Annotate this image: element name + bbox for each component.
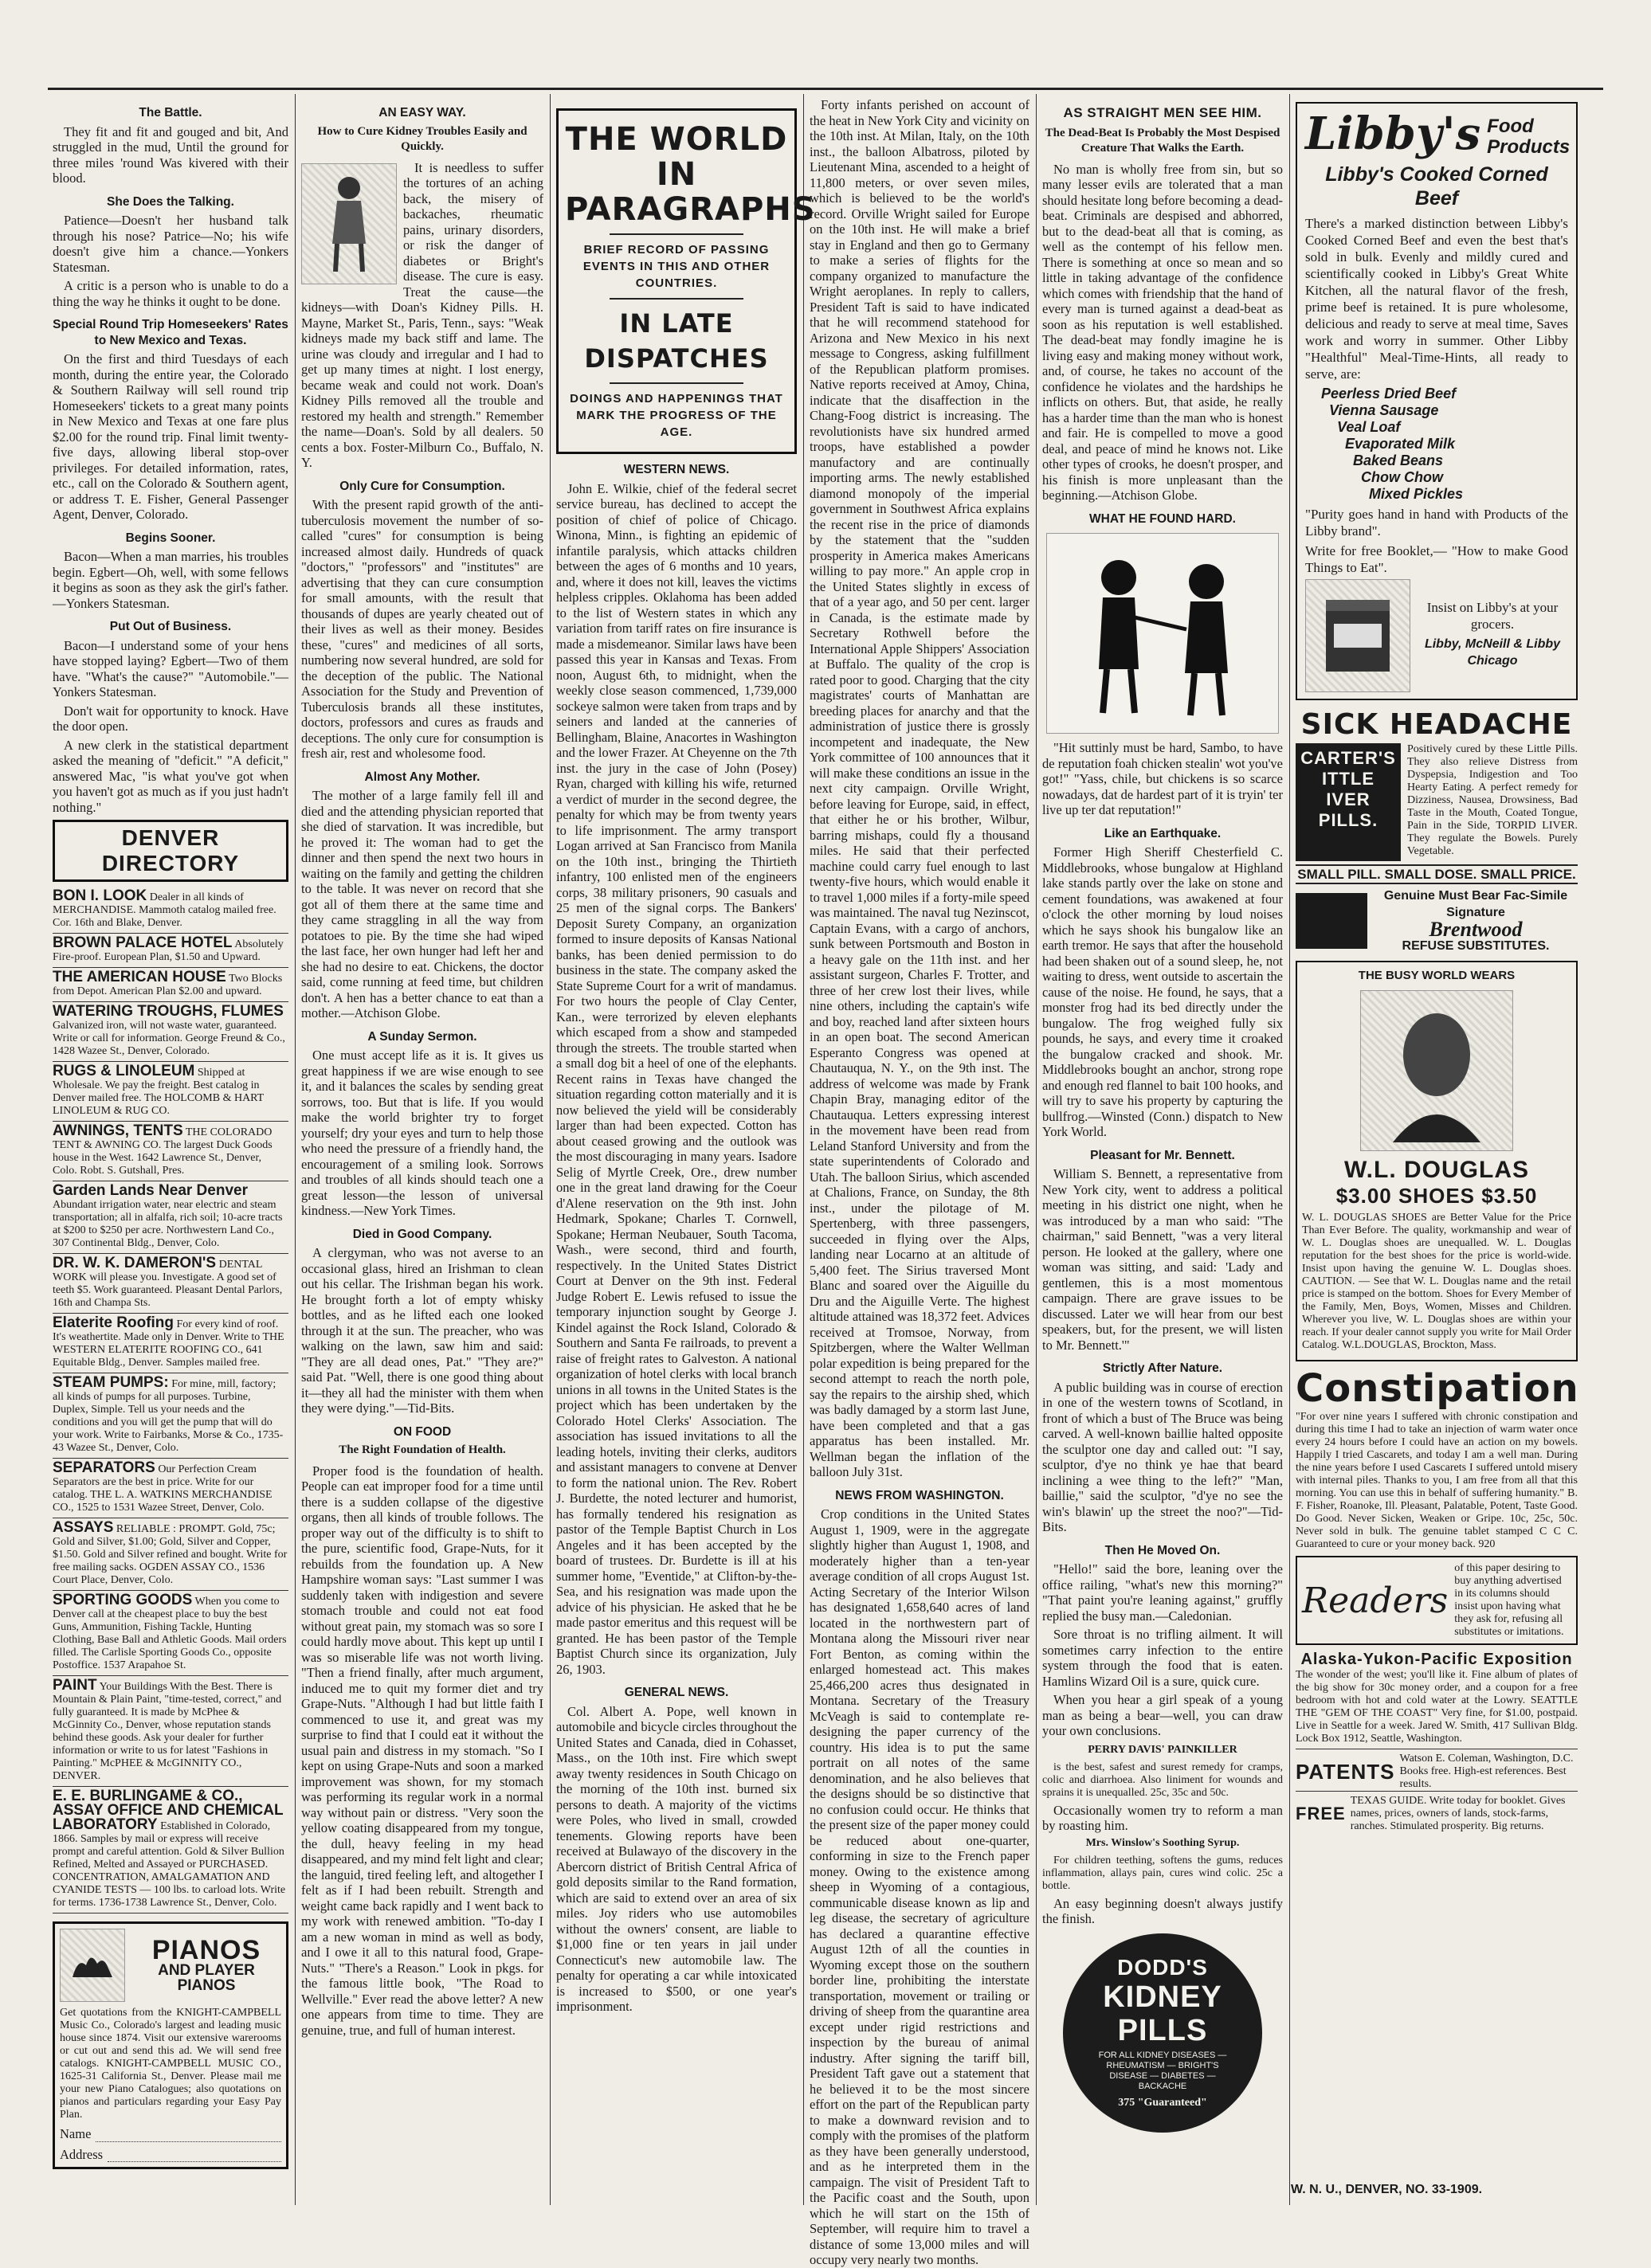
directory-entry: [53, 1787, 288, 1914]
pianos-ad: [53, 1921, 288, 2169]
pianos-title: PIANOS: [151, 1934, 261, 1965]
column-4: [810, 97, 1029, 2267]
moved-title: Then He Moved On.: [1104, 1543, 1221, 1557]
news-text: Forty infants perished on account of the heat in New York City and vicinity on the 10th inst. At Milan, Italy, on the 10th inst., the balloon Albatross, piloted by Lieutenant Mina, ascended to a height of 11,800 meters, or over seven miles, which is believed to be the world's record. Orville Wright sailed for Europe on the 10th inst. He will make a brief stay in England and then go to Germany to make a series of flights for the company organized to manufacture the Wright aeroplanes. In reply to callers, President Taft is said to have indicated that he will recommend statehood for Arizona and New Mexico in his next message to Congress, asking fulfillment of the Republican platform promises. Native reports received at Amoy, China, indicate that the disaffection in the Chang-Foog district is increasing. The revolutionists have six hundred armed troops, have established a powder manufactory and are continually importing arms. The newly established diamond monopoly of the imperial government in Southwest Africa explains the recent rise in the price of diamonds by the statement that the "sudden prosperity in America makes Americans willing to pay more." An apple crop in the United States slightly in excess of that of a year ago, and 50 per cent. larger in Canada, is the estimate made by Secretary Rothwell before the International Apple Shippers' Association at Buffalo. The quality of the crop is rated poor to good. Charging that the city magistrates' courts of Manhattan are breeding places for anarchy and that the administration of justice there is grossly incompetent and inadequate, the New York committee of 100 announces that it will make these conditions an issue in the next city campaign. Orville Wright, before leaving for Europe, said, in effect, that either he or his brother, Wilbur, barring mishaps, could fly a thousand miles. He said that their perfected machine could carry fuel enough to last twenty-five hours, which would enable it to travel 1,000 miles if a forty-mile speed was maintained. The naval tug Nezinscot, Captain Evans, with a cargo of anchors, sunk between Portsmouth and Boston in a heavy gale on the 11th inst. and her assistant surgeon, Charles F. Trotter, and three of her crew lost their lives, while nine others, including the captain's wife and boy, reached land after sixteen hours in an open boat. The second American Esperanto Congress was opened at Chautauqua, N. Y., on the 9th inst. The address of welcome was made by Frank Chapin Bray, managing editor of the Chautauqua. Letters expressing interest in the movement have been read from Leland Stanford University and from the state superintendents of Colorado and Utah. The balloon Sirius, which ascended at Chalions, France, on Sunday, the 8th inst., under the pilotage of M. Spertenberg, with three passengers, succeeded in flying over the Alps, landing near Locarno at an altitude of 5,400 feet. The Sirius traversed Mont Blanc and soared over the Aiguille du Dru and the Aiguille Verte. The highest altitude attained was 18,372 feet. Advices received at Tromsoe, Norway, from Spitzbergen, where the Walter Wellman polar expedition is being prepared for the second attempt to reach the north pole, say the repairs to the airship shed, which was badly damaged by a storm last June, have been completed and that a gas apparatus has been installed. Mr. Wellman began the inflation of the balloon July 31st.: [810, 97, 1029, 1479]
directory-entry-text: Two Blocks from Depot. American Plan $2.00 and upward.: [53, 973, 283, 997]
sermon-text: One must accept life as it is. It gives us great happiness if we are wise enough to see it, and it balances the scales by sending great sorrows, too. But that is life. If you would make the world brighter try to forget yourself; dry your eyes and turn to help those who need the pressure of a friendly hand, the encouragement of a smiling look. Sorrows and troubles of all kinds should teach one a great lesson—the lesson of universal kindness.—New York Times.: [301, 1048, 543, 1218]
patents-title: PATENTS: [1296, 1760, 1395, 1784]
const-text: "For over nine years I suffered with chronic constipation and during this time I had to take an injection of warm water once every 24 hours before I could have an action on my bowels. Happily I tried Cascarets, and today I am a well man. During the nine years before I used Cascarets I suffered untold misery with internal piles. Thanks to you, I am free from all that this morning. You can use this in behalf of suffering humanity." B. F. Fisher, Roanoke, Ill. Pleasant, Palatable, Potent, Taste Good. Do Good. Never Sicken, Weaken or Gripe. 10c, 25c, 50c. Never sold in bulk. The genuine tablet stamped C C C. Guaranteed to cure or your money back. 920: [1296, 1411, 1578, 1550]
top-rule: [48, 88, 1603, 90]
divider: [610, 233, 743, 235]
douglas-ad: [1296, 961, 1578, 1361]
directory-entry: [53, 1254, 288, 1314]
dodds-bot: PILLS: [1117, 2013, 1208, 2047]
hard-title: WHAT HE FOUND HARD.: [1089, 511, 1236, 526]
business-text: Bacon—I understand some of your hens have stopped laying? Egbert—Two of them have. "What's the cause?" "Automobile."—Yonkers Statesman.: [53, 637, 288, 699]
directory-title: DENVER DIRECTORY: [101, 825, 240, 875]
directory-entry-name: DR. W. K. DAMERON'S: [53, 1255, 217, 1271]
directory-entry-name: PAINT: [53, 1677, 97, 1694]
sooner-title: Begins Sooner.: [125, 531, 216, 545]
directory-entry: [53, 1591, 288, 1676]
libby-quote: "Purity goes hand in hand with Products of the Libby brand".: [1305, 507, 1568, 539]
food-sub: The Right Foundation of Health.: [339, 1443, 506, 1456]
libby-company: Libby, McNeill & Libby Chicago: [1424, 637, 1561, 668]
directory-entry-text: Shipped at Wholesale. We pay the freight. Best catalog in Denver mailed free. The HOLCOMB & HART LINOLEUM & RUG CO.: [53, 1067, 264, 1117]
carters-refuse: REFUSE SUBSTITUTES.: [1402, 939, 1550, 953]
libby-item: Baked Beans: [1353, 452, 1444, 468]
general-title: GENERAL NEWS.: [624, 1686, 729, 1699]
pianos-name-field[interactable]: [96, 2126, 281, 2142]
directory-entry-text: THE COLORADO TENT & AWNING CO. The largest Duck Goods house in the West. 1642 Lawrence St., Denver, Colo. Robt. S. Gutshall, Pres.: [53, 1126, 273, 1177]
directory-entry-text: For every kind of roof. It's weathertite. Made only in Denver. Write to THE WESTERN ELATERITE ROOFING CO., 641 Equitable Bldg., Denver. Samples mailed free.: [53, 1318, 284, 1369]
easy-text: It is needless to suffer the tortures of an aching back, the misery of backaches, rheumatic pains, urinary disorders, or risk the danger of diabetes or Bright's disease. The cure is easy. Treat the cause—the kidneys—with Doan's Kidney Pills. H. Mayne, Market St., Paris, Tenn., says: "Weak kidneys made my back stiff and lame. The urine was cloudy and irregular and I had to get up many times at night. I lost energy, became weak and could not work. Doan's Kidney Pills removed all the trouble and restored my health and strength." Remember the name—Doan's. Sold by all dealers. 50 cents a box. Foster-Milburn Co., Buffalo, N. Y.: [301, 159, 543, 470]
world-header-box: [556, 108, 816, 454]
carters-genuine: Genuine Must Bear Fac-Simile Signature: [1383, 889, 1568, 919]
directory-entry-text: Established in Colorado, 1866. Samples by mail or express will receive prompt and careful attention. Gold & Silver Bullion Refined, Melted and Assayed or PURCHASED. CONCENTRATION, AMALGAMATION AND CYANIDE TESTS — 100 lbs. to carload lots. Write for terms. 1736-1738 Lawrence St., Denver, Colo.: [53, 1820, 286, 1909]
carters-small: SMALL PILL. SMALL DOSE. SMALL PRICE.: [1296, 864, 1578, 884]
carters-signature: Brentwood: [1429, 918, 1523, 941]
company-text: A clergyman, who was not averse to an occasional glass, hired an Irishman to clean out his cellar. The Irishman began his work. He brought forth a lot of empty whisky bottles, and as he lifted each one looked through it at the sun. The preacher, who was walking on the lawn, saw him and said: "They are all dead ones, Pat." "They are?" said Pat. "Well, there is one good thing about it—they all had the minister with them when they were dying."—Tid-Bits.: [301, 1245, 543, 1416]
pianos-name-row: [60, 2126, 281, 2142]
dodds-mid: KIDNEY: [1103, 1980, 1222, 2014]
column-6: [1296, 97, 1578, 2200]
business-title: Put Out of Business.: [109, 620, 232, 633]
douglas-name: W.L. DOUGLAS: [1344, 1157, 1529, 1183]
trip-title: Special Round Trip Homeseekers' Rates to New Mexico and Texas.: [53, 318, 288, 347]
pianos-text: Get quotations from the KNIGHT-CAMPBELL Music Co., Colorado's largest and leading music house since 1874. Visit our extensive warerooms or cut out and send this ad. We will send free catalogs. KNIGHT-CAMPBELL MUSIC CO., 1625-31 California St., Denver. Please mail me your new Piano Catalogues; also quotations on pianos and particulars regarding your Easy Pay Plan.: [60, 2007, 281, 2121]
footer: W. N. U., DENVER, NO. 33-1909.: [1291, 2183, 1483, 2196]
late-sub: DOINGS AND HAPPENINGS THAT MARK THE PROGRESS OF THE AGE.: [570, 392, 783, 439]
column-rule: [295, 94, 296, 2205]
free-title: FREE: [1296, 1804, 1346, 1823]
libby-items: [1321, 386, 1568, 503]
libby-food: Food Products: [1487, 116, 1571, 158]
libby-item: Veal Loaf: [1337, 419, 1401, 435]
world-sub: BRIEF RECORD OF PASSING EVENTS IN THIS AND OTHER COUNTRIES.: [582, 243, 771, 290]
directory-entry: [53, 1459, 288, 1518]
directory-entry-name: AWNINGS, TENTS: [53, 1122, 183, 1139]
directory-entry-text: Your Buildings With the Best. There is Mountain & Plain Paint, "time-tested, correct," and fully guaranteed. It is made by McPhee & McGinnity Co., Denver, whose reputation stands behind these goods. Ask your dealer for further information or write to us for latest "Fashions in Painting." McPHEE & McGINNITY CO., DENVER.: [53, 1681, 282, 1782]
straight-title: AS STRAIGHT MEN SEE HIM.: [1063, 105, 1262, 120]
straight-sub: The Dead-Beat Is Probably the Most Despised Creature That Walks the Earth.: [1045, 126, 1280, 155]
carters-brand: CARTER'S ITTLE IVER PILLS.: [1300, 748, 1396, 830]
column-5: [1042, 97, 1283, 2200]
nature-text: A public building was in course of erection in one of the western towns of Scotland, in front of which a bust of The Bruce was being carved. A well-known baillie halted opposite the sculptor one day and called out: "I say, sculptor, d'ye no think ye hae that beard inclining a wee thing to the left?" "Man, baillie," said the sculptor, "d'ye no see the win's blawin' up the street the noo?"—Tid-Bits.: [1042, 1379, 1283, 1534]
column-2: [301, 97, 543, 2200]
hard-text: "Hit suttinly must be hard, Sambo, to have de reputation foah chicken stealin' wot you've got!" "Yass, chile, but chickens is so scarce nowadays, dat de hardest part of it is tryin' ter live up ter dat reputation!": [1042, 740, 1283, 817]
dodds-top: DODD'S: [1117, 1954, 1208, 1980]
directory-entry-text: Dealer in all kinds of MERCHANDISE. Mammoth catalog mailed free. Cor. 16th and Blake, Denver.: [53, 891, 276, 929]
directory-entry-text: For mine, mill, factory; all kinds of pumps for all purposes. Turbine, Duplex, Simple. Tell us your needs and the conditions and you will get the pump that will do your work. Write to Fairbanks, Morse & Co., 1735-43 Wazee St., Denver, Colo.: [53, 1378, 284, 1454]
western-text: John E. Wilkie, chief of the federal secret service bureau, has declined to accept the position of chief of police of Chicago. Winona, Minn., is fighting an epidemic of infantile paralysis, which attacks children between the ages of 6 months and 10 years, and, where it does not kill, leaves the victims helpless cripples. Oklahoma has been added to the list of Western states in which any variation from tariff rates on fire insurance is made a misdemeanor. Similar laws have been passed this year in Kansas and Texas. From noon, August 6th, to midnight, when the weekly close season commenced, 1,739,000 sockeye salmon were taken from traps and by seiners and landed at the canneries of Bellingham, Blaine, Anacortes in Washington and the lower Frazer. At Cheyenne on the 7th inst. the jury in the case of John (Posey) Ryan, charged with killing his wife, returned a verdict of murder in the second degree, the penalty for which may be from twenty years to life imprisonment. The army transport Logan arrived at San Francisco from Manila on the 10th inst., bringing the Thirtieth infantry, 100 enlisted men of the engineers corps, 38 military prisoners, 90 casuals and 25 men of the signal corps. The Bankers' Deposit Surety Company, an organization formed to insure deposits of Kansas National banks, has been denied permission to do business in the state. The company asked the State Supreme Court for a writ of mandamus. For two hours the people of Clay Center, Kan., were terrorized by eleven elephants which escaped from a show and stampeded through the streets. The trouble started when a small dog bit a heel of one of the elephants. Recent rains in Texas have changed the situation regarding cotton materially and it is now believed the yield will be considerably larger than had been expected. Cotton has about ceased growing and the outlook was the most discouraging in many years. Isadore Selig of Myrtle Creek, Ore., drew number one in the great land drawing for the Coeur d'Alene reservation on the 9th inst. John Hedmark, Spokane; Charles T. Cornwell, Spokane; Herman Neubauer, South Tacoma, Wash., were second, third and fourth, respectively. In the United States District Court at Denver on the 9th inst. Federal Judge Robert E. Lewis refused to issue the temporary injunction sought by George J. Kindel against the Rock Island, Colorado & Southern and Santa Fe railroads, to prevent a raise of freight rates to Galveston. A national organization of hotel clerks with local branch unions in all towns in the United States is the project which has been undertaken by the Colorado Hotel Clerks' Association. The association has issued invitations to all the leading hotels, inviting their clerks, auditors and assistant managers to convene at Denver to form the national union. The Rev. Robert J. Burdette, the noted lecturer and humorist, has formally tendered his resignation as pastor of the Temple Baptist Church in Los Angeles and it has been accepted by the board of trustees. Dr. Burdette is ill at his summer home, "Eventide," at Clifton-by-the-Sea, and his resignation was made upon the advice of his physician. He asked that he be made pastor emeritus and this request will be granted. He has been pastor of the Temple Baptist Church since its organization, July 26, 1903.: [556, 480, 797, 1677]
column-1: [53, 97, 288, 2200]
roasting-text: Occasionally women try to reform a man by roasting him.: [1042, 1802, 1283, 1833]
directory-entry: [53, 1518, 288, 1591]
column-3: [556, 97, 816, 2200]
alaska-text: The wonder of the west; you'll like it. Fine album of plates of the big show for 30c money order, and a coupon for a free bedroom with hot and cold water at the Lowry. SEATTLE THE "GEM OF THE COAST" Very fine, for $1.00, postpaid. Live in Seattle for a week. Jared W. Smith, 417 Sullivan Bldg. Lock Box 1912, Seattle, Washington.: [1296, 1669, 1578, 1745]
directory-entry-text: Galvanized iron, will not waste water, guaranteed. Write or call for information. George Freund & Co., 1428 Wazee St., Denver, Colorado.: [53, 1020, 285, 1057]
libby-insist: Insist on Libby's at your grocers.: [1426, 600, 1559, 632]
trip-text: On the first and third Tuesdays of each month, during the entire year, the Colorado & Southern Railway will sell round trip Homeseekers' tickets to a great many points in New Mexico and Texas at one fare plus $2.00 for the round trip. Final limit twenty-five days, allowing liberal stop-over privileges. For detailed information, rates, etc., call on the Colorado & Southern agent, or address T. E. Fisher, General Passenger Agent, Denver, Colorado.: [53, 351, 288, 522]
pianos-address-field[interactable]: [108, 2147, 281, 2163]
bennett-text: William S. Bennett, a representative from New York city, went to address a political meeting in his district one night, when he was introduced by a man who said: "The chairman," said Bennett, "was a very literal person. He looked at the gallery, where one woman was sitting, and said: 'Lady and gentlemen, this is a most momentous campaign. There are grave issues to be discussed. Later we will hear from our best speakers, but, for the present, we will listen to Mr. Bennett.'": [1042, 1166, 1283, 1353]
painkiller-text: is the best, safest and surest remedy for cramps, colic and diarrhoea. Also liniment for wounds and sprains it is unequalled. 25c, 35c and 50c.: [1042, 1761, 1283, 1799]
washington-text: Crop conditions in the United States August 1, 1909, were in the aggregate slightly higher than August 1, 1908, and moderately higher than a ten-year average condition of all crops August 1st. Acting Secretary of the Interior Wilson has designated 1,658,640 acres of land located in the northwestern part of Montana along the Missouri river near Fort Benton, as coming within the enlarged homestead act. This makes 25,466,200 acres thus designated in Montana. Secretary of the Treasury McVeagh is said to contemplate re-designing the paper currency of the country. His idea is to put the same portrait on all notes of the same denomination, and he also believes that the designs should be so distinctive that no confusion could occur. He thinks that the present size of the paper money could be reduced about one-quarter, conforming in size to the French paper money. Owing to the existence among sheep in Wyoming of a contagious, communicable disease known as lip and leg disease, the secretary of agriculture has declared a quarantine effective August 12th of all the counties in Wyoming except those on the southern border line, prohibiting the interstate transportation, movement or trailing or driving of sheep from the quarantine area except under rigid restrictions and inspection by the bureau of animal industry. After signing the tariff bill, President Taft gave out a statement that he believed it to be the most sincere effort on the part of the Republican party to make a downward revision and to comply with the promises of the platform as they have been generally understood, and as he interpreted them in the campaign. The visit of President Taft to the Pacific coast and the South, upon which he will start on the 15th of September, will require him to travel a distance of some 13,000 miles and will occupy very nearly two months.: [810, 1506, 1029, 2267]
carters-logo-small: [1296, 893, 1367, 949]
directory-entry: [53, 887, 288, 934]
food-title: ON FOOD: [393, 1424, 452, 1439]
libby-brand: Libby's: [1305, 108, 1481, 160]
alaska-title: Alaska-Yukon-Pacific Exposition: [1300, 1651, 1573, 1668]
directory-entry-name: Garden Lands Near Denver: [53, 1182, 248, 1199]
libby-item: Evaporated Milk: [1345, 436, 1456, 452]
food-text: Proper food is the foundation of health. People can eat improper food for a time until there is a sudden collapse of the digestive organs, then all kinds of trouble follows. The proper way out of the difficulty is to shift to the pure, scientific food, Grape-Nuts, for it rebuilds from the foundation up. A New Hampshire woman says: "Last summer I was suddenly taken with indigestion and severe stomach trouble and could not eat food without great pain, my stomach was so sore I could hardly move about. This kept up until I was so miserable life was not worth living. "Then a friend finally, after much argument, induced me to quit my former diet and try Grape-Nuts. "Although I had but little faith I commenced to use it, and great was my surprise to find that I could eat it without the usual pain and distress in my stomach. "So I kept on using Grape-Nuts and soon a marked improvement was shown, for my stomach was performing its regular work in a normal way without pain or distress. "Very soon the yellow coating disappeared from my tongue, the dull, heavy feeling in my head disappeared, and my mind felt light and clear; the languid, tired feeling left, and altogether I felt as if I had been rebuilt. Strength and weight came back rapidly and I went back to my work with renewed ambition. "To-day I am a new woman in mind as well as body, and I owe it all to this natural food, Grape-Nuts." "There's a Reason." Look in pkgs. for the famous little book, "The Road to Wellville." Ever read the above letter? A new one appears from time to time. They are genuine, true, and full of human interest.: [301, 1463, 543, 2038]
world-title: THE WORLD IN PARAGRAPHS: [565, 121, 816, 228]
libby-corned: Libby's Cooked Corned Beef: [1325, 163, 1548, 210]
libby-item: Vienna Sausage: [1329, 402, 1439, 418]
directory-entry-text: When you come to Denver call at the cheapest place to buy the best Guns, Ammunition, Fishing Tackle, Hunting Clothing, Base Ball and Athletic Goods. Mail orders filled. The Carlisle Sporting Goods Co., opposite Postoffice. 1537 Arapahoe St.: [53, 1596, 287, 1671]
directory-entry-name: STEAM PUMPS:: [53, 1374, 169, 1391]
directory-header: [53, 820, 288, 882]
bennett-title: Pleasant for Mr. Bennett.: [1090, 1148, 1235, 1162]
late-title: IN LATE DISPATCHES: [584, 308, 769, 374]
moved-text: "Hello!" said the bore, leaning over the office railing, "what's new this morning?" "That paint you're leaning against," gruffly replied the busy man.—Caledonian.: [1042, 1561, 1283, 1624]
const-title: Constipation: [1296, 1366, 1579, 1411]
readers-ad: [1296, 1556, 1578, 1645]
throat-text: Sore throat is no trifling ailment. It will sometimes carry infection to the entire system through the food that is eaten. Hamlins Wizard Oil is a sure, quick cure.: [1042, 1627, 1283, 1689]
douglas-text: W. L. DOUGLAS SHOES are Better Value for the Price Than Ever Before. The quality, workmanship and wear of W. L. Douglas shoes are unequalled. W. L. Douglas reputation for the best shoes for the price is world-wide. Insist upon having the genuine W. L. Douglas shoes. CAUTION. — See that W. L. Douglas name and the retail price is stamped on the bottom. Shoes for Every Member of the Family, Men, Boys, Women, Misses and Children. Wherever you live, W. L. Douglas shoes are within your reach. If your dealer cannot supply you write for Mail Order Catalog. W.L.DOUGLAS, Brockton, Mass.: [1302, 1212, 1571, 1351]
carters-ad: [1296, 743, 1578, 861]
directory-list: [53, 887, 288, 1914]
directory-entry: [53, 1062, 288, 1122]
sooner-text: Bacon—When a man marries, his troubles begin. Egbert—Oh, well, with some fellows it begins as soon as they ask the girl's father.—Yonkers Statesman.: [53, 549, 288, 611]
backache-illustration: [301, 163, 397, 284]
camel-logo-icon: [60, 1929, 125, 2002]
battle-text: They fit and fit and gouged and bit, And struggled in the mud, Until the ground for three miles 'round Was kivered with their blood.: [53, 123, 288, 186]
directory-entry-text: RELIABLE : PROMPT. Gold, 75c; Gold and Silver, $1.00; Gold, Silver and Copper, $1.50. Gold and Silver refined and bought. Write for free mailing sacks. OGDEN ASSAY CO., 1536 Court Place, Denver, Colo.: [53, 1523, 288, 1586]
column-rule: [1036, 94, 1037, 2205]
sermon-title: A Sunday Sermon.: [367, 1029, 477, 1044]
libby-item: Peerless Dried Beef: [1321, 386, 1457, 402]
beginning-text: An easy beginning doesn't always justify the finish.: [1042, 1895, 1283, 1926]
dodds-pillbox: [1063, 1933, 1262, 2133]
directory-entry-name: SPORTING GOODS: [53, 1592, 193, 1608]
directory-entry: [53, 1676, 288, 1787]
western-title: WESTERN NEWS.: [623, 463, 730, 476]
washington-title: NEWS FROM WASHINGTON.: [835, 1488, 1004, 1502]
douglas-portrait: [1360, 990, 1513, 1151]
winslow-title: Mrs. Winslow's Soothing Syrup.: [1085, 1836, 1240, 1849]
column-rule: [803, 94, 804, 2205]
divider: [610, 382, 743, 384]
directory-entry-name: THE AMERICAN HOUSE: [53, 969, 226, 985]
conclusions-text: When you hear a girl speak of a young man as being a bear—well, you can draw your own conclusions.: [1042, 1692, 1283, 1738]
easy-sub: How to Cure Kidney Troubles Easily and Quickly.: [317, 124, 527, 153]
free-text: TEXAS GUIDE. Write today for booklet. Gives names, prices, owners of lands, stock-farms, ranches. Stimulated prosperity. Big returns.: [1350, 1795, 1566, 1832]
libby-item: Chow Chow: [1361, 469, 1443, 485]
carters-logo: [1296, 743, 1401, 861]
directory-entry-name: BON I. LOOK: [53, 887, 147, 904]
directory-entry: [53, 968, 288, 1002]
directory-entry-text: DENTAL WORK will please you. Investigate. A good set of teeth $5. Work guaranteed. Pleasant Dental Parlors, 16th and Champa Sts.: [53, 1259, 283, 1309]
douglas-price: $3.00 SHOES $3.50: [1335, 1184, 1538, 1208]
nature-title: Strictly After Nature.: [1102, 1361, 1223, 1375]
pianos-address-label: Address: [60, 2146, 104, 2162]
carters-text: Positively cured by these Little Pills. They also relieve Distress from Dyspepsia, Indigestion and Too Hearty Eating. A perfect remedy for Dizziness, Nausea, Drowsiness, Bad Taste in the Mouth, Coated Tongue, Pain in the Side, TORPID LIVER. They regulate the Bowels. Purely Vegetable.: [1407, 743, 1578, 857]
directory-entry-name: ASSAYS: [53, 1519, 114, 1536]
directory-entry-name: Elaterite Roofing: [53, 1314, 175, 1331]
directory-entry: [53, 1002, 288, 1062]
talking-title: She Does the Talking.: [107, 194, 234, 209]
directory-entry-name: BROWN PALACE HOTEL: [53, 934, 233, 951]
column-rule: [1289, 94, 1290, 2205]
column-rule: [550, 94, 551, 2205]
libby-booklet: Write for free Booklet,— "How to make Good Things to Eat".: [1305, 543, 1568, 575]
knock-text: Don't wait for opportunity to knock. Have the door open.: [53, 703, 288, 734]
directory-entry-text: Our Perfection Cream Separators are the best in price. Write for our catalog. THE L. A. WATKINS MERCHANDISE CO., 1525 to 1531 Wazee Street, Denver, Colo.: [53, 1463, 273, 1514]
sick-title: SICK HEADACHE: [1300, 708, 1573, 741]
directory-entry-name: E. E. BURLINGAME & CO., ASSAY OFFICE AND CHEMICAL LABORATORY: [53, 1788, 284, 1833]
dodds-price: 375 "Guaranteed": [1118, 2096, 1207, 2109]
directory-entry: [53, 1181, 288, 1254]
directory-entry: [53, 1314, 288, 1373]
readers-text: of this paper desiring to buy anything advertised in its columns should insist upon having what they ask for, refusing all substitutes or imitations.: [1454, 1562, 1564, 1638]
talking-text: Patience—Doesn't her husband talk through his nose? Patrice—No; his wife doesn't give him a chance.—Yonkers Statesman.: [53, 213, 288, 275]
directory-entry-name: RUGS & LINOLEUM: [53, 1063, 195, 1079]
patents-text: Watson E. Coleman, Washington, D.C. Books free. High-est references. Best results.: [1399, 1753, 1574, 1790]
quake-text: Former High Sheriff Chesterfield C. Middlebrooks, whose bungalow at Highland lake stands partly over the lake on stone and cement foundations, was awakened at four o'clock the other morning by loud noises which he says shook his bungalow like an earth tremor. He says that after the household had been shaken out of a sound sleep, he, not waiting to dress, went outside to ascertain the cause of the noise. He found, he says, that a monster frog had its bed directly under the bungalow. The frog weighed fully six pounds, he says, and every time it croaked the bungalow cracked and shook. Mr. Middlebrooks bought an anchor, strong rope and enough red flannel to bait 100 hooks, and will try to save his property by capturing the bullfrog.—Winsted (Conn.) dispatch to New York World.: [1042, 844, 1283, 1139]
corned-beef-can-icon: [1305, 579, 1410, 692]
easy-title: AN EASY WAY.: [378, 106, 466, 119]
painkiller-title: PERRY DAVIS' PAINKILLER: [1088, 1743, 1237, 1756]
directory-entry-text: Abundant irrigation water, near electric and steam transportation; all in alfalfa, rich soil; 10-acre tracts at $200 to $250 per acre. Northwestern Land Co., 307 Continental Bldg., Denver, Colo.: [53, 1199, 283, 1249]
clerk-text: A new clerk in the statistical department asked the meaning of "deficit." "A deficit," answered Mac, "is what you've got when you haven't got as much as if you just hadn't nothing.": [53, 737, 288, 815]
cartoon-illustration: [1046, 533, 1279, 734]
pianos-sub: AND PLAYER PIANOS: [158, 1961, 255, 1994]
divider: [610, 298, 743, 300]
directory-entry: [53, 1373, 288, 1459]
libby-item: Mixed Pickles: [1369, 486, 1464, 502]
directory-entry: [53, 1122, 288, 1181]
directory-entry-text: Absolutely Fire-proof. European Plan, $1.50 and Upward.: [53, 938, 284, 963]
company-title: Died in Good Company.: [352, 1227, 492, 1241]
mother-title: Almost Any Mother.: [364, 770, 480, 784]
directory-entry-name: WATERING TROUGHS, FLUMES: [53, 1003, 284, 1020]
consumption-title: Only Cure for Consumption.: [339, 479, 505, 493]
pianos-name-label: Name: [60, 2126, 92, 2141]
winslow-text: For children teething, softens the gums, reduces inflammation, allays pain, cures wind colic. 25c a bottle.: [1042, 1854, 1283, 1892]
straight-text: No man is wholly free from sin, but so many lesser evils are tolerated that a man should hesitate long before becoming a dead-beat. Criminals are despised and abhorred, but to the dead-beat all that is coming, as well as the contempt of his fellow men. There is something at once so mean and so little in taking advantage of the confidence which comes with friendship that the hand of every man is turned against a dead-beat as soon as his reputation is well established. The dead-beat may fondly imagine he is living easy and making money without work, and, of course, he takes no account of the confidence he violates and the hardships he inflicts on others. But, that aside, he really has a harder time than the man who is honest and fair. He is compelled to move a good deal, and peace of mind he knows not. Like other types of crooks, he doesn't prosper, and his finish is more unpleasant than the beginning.—Atchison Globe.: [1042, 161, 1283, 503]
directory-entry: [53, 934, 288, 968]
libby-ad: [1296, 102, 1578, 700]
dodds-ring: FOR ALL KIDNEY DISEASES — RHEUMATISM — BRIGHT'S DISEASE — DIABETES — BACKACHE: [1098, 2050, 1227, 2091]
pianos-address-row: [60, 2147, 281, 2163]
consumption-text: With the present rapid growth of the anti-tuberculosis movement the number of so-called "cures" for consumption is being increased almost daily. Hundreds of quack "doctors," "professors" and "institutes" are advertising that they can cure consumption for small amounts, with the result that thousands of dupes are yearly cheated out of their lives as well as their money. Besides these, "cures" and medicines of all sorts, numbering now several hundred, are sold for the deception of the public. The National Association for the Study and Prevention of Tuberculosis brands all these institutes, doctors, professors and cures as frauds and deceptions. The only cure for consumption is fresh air, rest and wholesome food.: [301, 497, 543, 761]
quake-title: Like an Earthquake.: [1104, 826, 1222, 840]
general-text: Col. Albert A. Pope, well known in automobile and bicycle circles throughout the United States and Canada, died in Cohasset, Mass., on the 10th inst. Fire which swept away twenty residences in South Chicago on the morning of the 10th inst. burned six persons to death. A majority of the victims were Poles, who lived in small, crowded tenements. Glowing reports have been received at Bulawayo of the discovery in the Abercorn district of British Central Africa of gold deposits similar to the Rand formation, which are said to extend over an area of six miles. Joy riders who use automobiles without the owners' consent, are liable to $1,000 fine or ten years in jail under Connecticut's new automobile law. The penalty for operating a car while intoxicated is increased to $500, or one year's imprisonment.: [556, 1703, 797, 2014]
readers-title: Readers: [1302, 1580, 1449, 1621]
mother-text: The mother of a large family fell ill and died and the attending physician reported that she died of starvation. It was incredible, but he proved it: The woman had to get the dinner and then spend the next two hours in waiting on the family and getting the children to the table. It was never on record that she got all of them there at the same time and they came straggling in all the way from potatoes to pie. By the time she had wiped the last face, her own hunger had left her and she had no desire to eat. Chickens, the doctor said, come running at feed time, but children don't. A hen has a better chance to eat than a mother.—Atchison Globe.: [301, 788, 543, 1020]
critic-text: A critic is a person who is unable to do a thing the way he thinks it ought to be done.: [53, 278, 288, 309]
battle-title: The Battle.: [139, 106, 202, 119]
libby-text: There's a marked distinction between Libby's Cooked Corned Beef and even the best that's sold in bulk. Evenly and mildly cured and scientifically cooked in Libby's Great White Kitchen, all the natural flavor of the fresh, prime beef is retained. It is pure wholesome, delicious and ready to serve at meal time, Saves work and worry in summer. Other Libby "Healthful" Meal-Time-Hints, all ready to serve, are:: [1305, 216, 1568, 382]
directory-entry-name: SEPARATORS: [53, 1459, 155, 1476]
douglas-banner: THE BUSY WORLD WEARS: [1358, 969, 1516, 982]
